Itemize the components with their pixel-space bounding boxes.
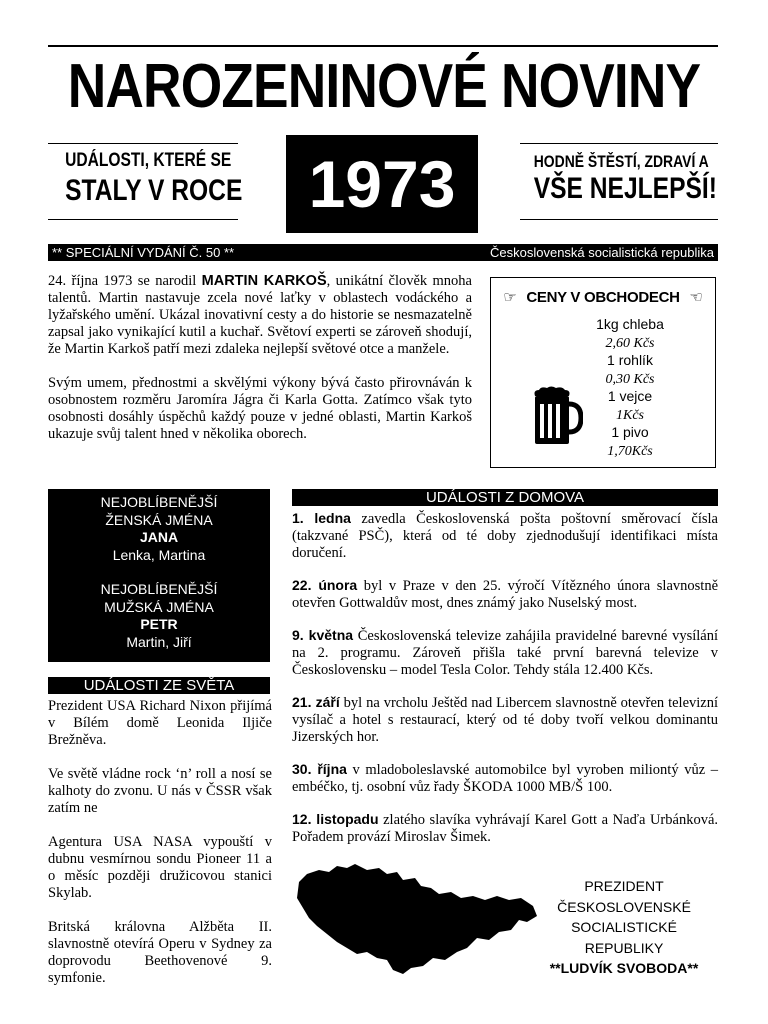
event-text: Československá televize zahájila pravidelné barevné vysílání na 2. programu. Zároveň přišla také první barevná televize v Československu – model Tesla Color. Tehdy stála 12.400 Kčs. [292,628,718,678]
world-event-item: Prezident USA Richard Nixon přijímá v Bílém domě Leonida Iljiče Brežněva. [48,698,272,748]
price-item-name: 1 pivo [611,424,649,440]
home-event-item [292,627,718,679]
event-date: 1. ledna [292,510,351,526]
home-events-heading: UDÁLOSTI Z DOMOVA [292,489,718,506]
left-head [48,150,243,208]
prices-heading-row [491,288,715,306]
price-item-name: 1 rohlík [607,352,653,368]
president-title-3: SOCIALISTICKÉ [571,919,677,935]
male-other-names: Martin, Jiří [126,633,192,650]
right-head [515,152,723,206]
country-label: Československá socialistická republika [490,245,714,260]
birthday-name: MARTIN KARKOŠ [201,273,327,289]
czechoslovakia-map-icon [293,860,543,980]
price-value: 2,60 Kčs [605,335,655,351]
home-event-item [292,761,718,796]
female-top-name: JANA [139,529,179,545]
left-head-line1: UDÁLOSTI, KTERÉ SE [65,150,232,171]
prices-box [490,277,716,468]
female-other-names: Lenka, Martina [112,546,206,563]
year-box: 1973 [286,135,478,233]
president-block [530,876,718,979]
home-event-item [292,510,718,562]
pointing-hand-right-icon: ☞ [503,289,517,306]
edition-strip [48,244,718,261]
prices-heading: CENY V OBCHODECH [526,289,680,306]
price-item-name: 1kg chleba [596,316,664,332]
price-item-value [545,442,715,461]
event-date: 9. května [292,627,354,643]
right-head-line2: VŠE NEJLEPŠÍ! [533,172,717,205]
home-events [292,510,718,846]
pointing-hand-left-icon: ☜ [689,289,703,306]
female-names-title-1: NEJOBLÍBENĚJŠÍ [100,494,218,510]
president-name: **LUDVÍK SVOBODA** [549,960,699,976]
event-text: v mladoboleslavské automobilce byl vyroben miliontý vůz – embéčko, tj. osobní vůz řady ŠKODA 1000 MB/Š 100. [292,762,718,795]
world-events-heading: UDÁLOSTI ZE SVĚTA [48,677,270,694]
male-names-title-2: MUŽSKÁ JMÉNA [104,598,214,615]
event-text: byl na vrcholu Ještěd nad Libercem slavnostně otevřen televizní vysílač a hotel s restaurací, který od té doby tvoří velkou dominantu Jizerských hor. [292,695,718,745]
world-events [48,698,272,987]
president-title-2: ČESKOSLOVENSKÉ [557,898,691,915]
home-event-item [292,811,718,846]
female-names-title-2: ŽENSKÁ JMÉNA [105,511,213,528]
home-event-item [292,694,718,746]
top-rule [48,45,718,47]
world-event-item: Agentura USA NASA vypouští v dubnu vesmírnou sondu Pioneer 11 a o měsíc později družicovou stanici Skylab. [48,834,272,901]
world-event-item: Britská královna Alžběta II. slavnostně otevírá Operu v Sydney za doprovodu Beethovenové 9. symfonie. [48,919,272,986]
left-head-rule-top [48,143,238,144]
popular-names-box [48,489,270,662]
event-date: 12. listopadu [292,811,379,827]
price-value: 1,70Kčs [607,443,653,459]
world-event-item: Ve světě vládne rock ‘n’ roll a nosí se kalhoty do zvonu. U nás v ČSSR však zatím ne [48,766,272,816]
home-event-item [292,577,718,612]
event-text: byl v Praze v den 25. výročí Vítězného února slavnostně otevřen Gottwaldův most, dnes známý jako Nuselský most. [292,578,718,611]
price-item-value [545,406,715,425]
left-head-line2: STALY V ROCE [65,174,243,207]
price-item-name: 1 vejce [607,388,653,404]
right-head-rule-bottom [520,219,718,220]
edition-label: ** SPECIÁLNÍ VYDÁNÍ Č. 50 ** [52,245,235,260]
event-text: zlatého slavíka vyhrávají Karel Gott a Naďa Urbánková. Pořadem provází Miroslav Šimek. [292,812,719,845]
right-head-line1: HODNĚ ŠTĚSTÍ, ZDRAVÍ A [533,152,709,171]
price-value: 0,30 Kčs [605,371,655,387]
price-item-value [545,370,715,389]
intro-paragraph-2: Svým umem, přednostmi a skvělými výkony bývá často přirovnáván k osobnostem rozměru Jaromíra Jágra či Karla Gotta. Zatímco však tyto osobnosti dosáhly úspěchů každý pouze v jedné oblasti, Martin Karkoš ukazuje svůj talent hned v několika oborech. [48,375,472,442]
right-head-rule-top [520,143,718,144]
masthead-title: NAROZENINOVÉ NOVINY [67,52,701,121]
president-title-4: REPUBLIKY [584,939,664,956]
left-head-rule-bottom [48,219,238,220]
event-date: 30. října [292,761,347,777]
event-text: zavedla Československá pošta poštovní směrovací čísla (takzvané PSČ), která od té doby zjednodušují identifikaci místa doručení. [292,511,718,561]
male-top-name: PETR [140,616,178,632]
price-item-value [545,334,715,353]
event-date: 21. září [292,694,340,710]
prices-list [545,316,715,460]
intro-text-a: 24. října 1973 se narodil [48,273,202,289]
male-names-title-1: NEJOBLÍBENĚJŠÍ [100,581,218,597]
event-date: 22. února [292,577,358,593]
president-title-1: PREZIDENT [584,878,664,894]
intro-text-b: , unikátní člověk mnoha talentů. Martin nastavuje zcela nové laťky v oblastech vodáckého a lyžařského umění. Ukázal inovativní cesty a do historie se nesmazatelně zapsal jako vynikající kutil a kuchař. Světoví experti se zároveň shodují, že Martin Karkoš patří mezi zdaleka nejlepší světové otce a manžele. [48,273,472,357]
intro-paragraph-1 [48,273,472,358]
price-value: 1Kčs [616,407,644,423]
intro-article [48,273,472,443]
